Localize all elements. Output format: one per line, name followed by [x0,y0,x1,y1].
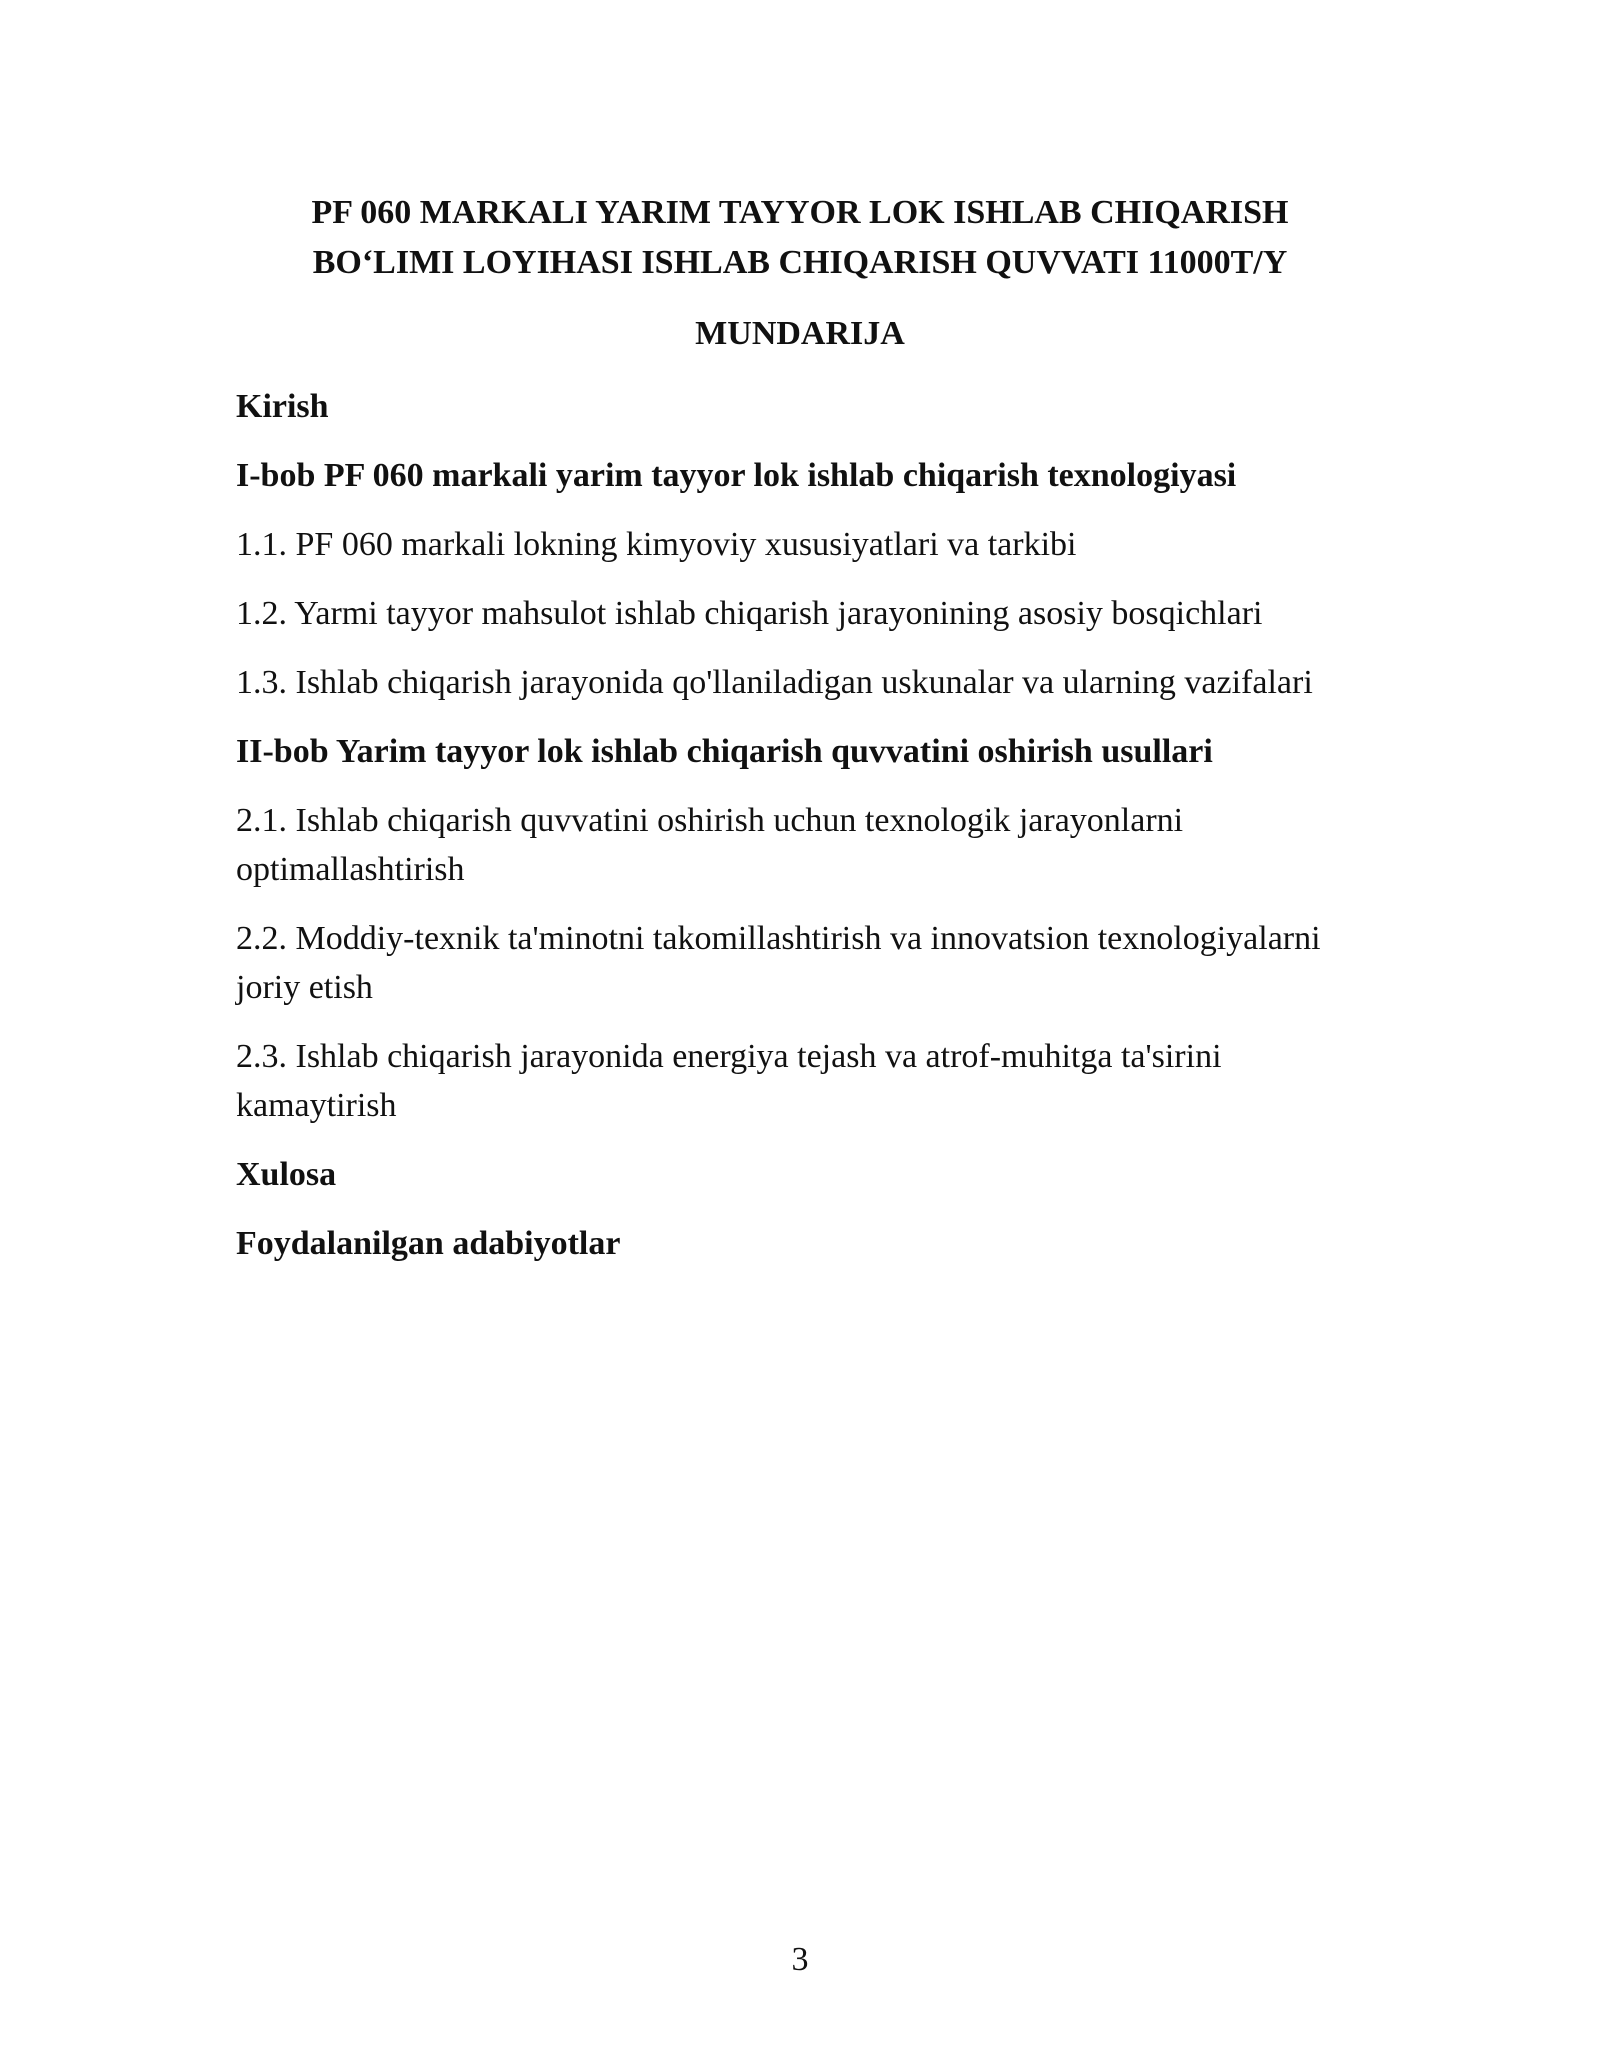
toc-heading: MUNDARIJA [695,315,905,352]
title-line-1: PF 060 MARKALI YARIM TAYYOR LOK ISHLAB CHIQARISH [311,194,1289,231]
toc-item-2-2: 2.2. Moddiy-texnik ta'minotni takomillashtirish va innovatsion texnologiyalarni joriy etish [236,920,1321,1006]
toc-item-xulosa: Xulosa [236,1156,337,1193]
toc-item-1-2: 1.2. Yarmi tayyor mahsulot ishlab chiqarish jarayonining asosiy bosqichlari [236,595,1263,632]
toc-item-1-3: 1.3. Ishlab chiqarish jarayonida qo'llaniladigan uskunalar va ularning vazifalari [236,664,1313,701]
title-line-2: BO‘LIMI LOYIHASI ISHLAB CHIQARISH QUVVATI 11000T/Y [312,244,1288,281]
toc-item-chapter-1: I-bob PF 060 markali yarim tayyor lok ishlab chiqarish texnologiyasi [236,457,1237,494]
document-title [236,188,1364,288]
toc-item-2-3: 2.3. Ishlab chiqarish jarayonida energiya tejash va atrof-muhitga ta'sirini kamaytirish [236,1038,1222,1124]
toc-item-adabiyotlar: Foydalanilgan adabiyotlar [236,1225,621,1262]
page-number: 3 [791,1941,809,1978]
table-of-contents [236,382,1366,1288]
toc-item-chapter-2: II-bob Yarim tayyor lok ishlab chiqarish quvvatini oshirish usullari [236,733,1213,770]
toc-item-kirish: Kirish [236,388,329,425]
toc-item-1-1: 1.1. PF 060 markali lokning kimyoviy xususiyatlari va tarkibi [236,526,1077,563]
toc-item-2-1: 2.1. Ishlab chiqarish quvvatini oshirish uchun texnologik jarayonlarni optimallashtirish [236,802,1184,888]
